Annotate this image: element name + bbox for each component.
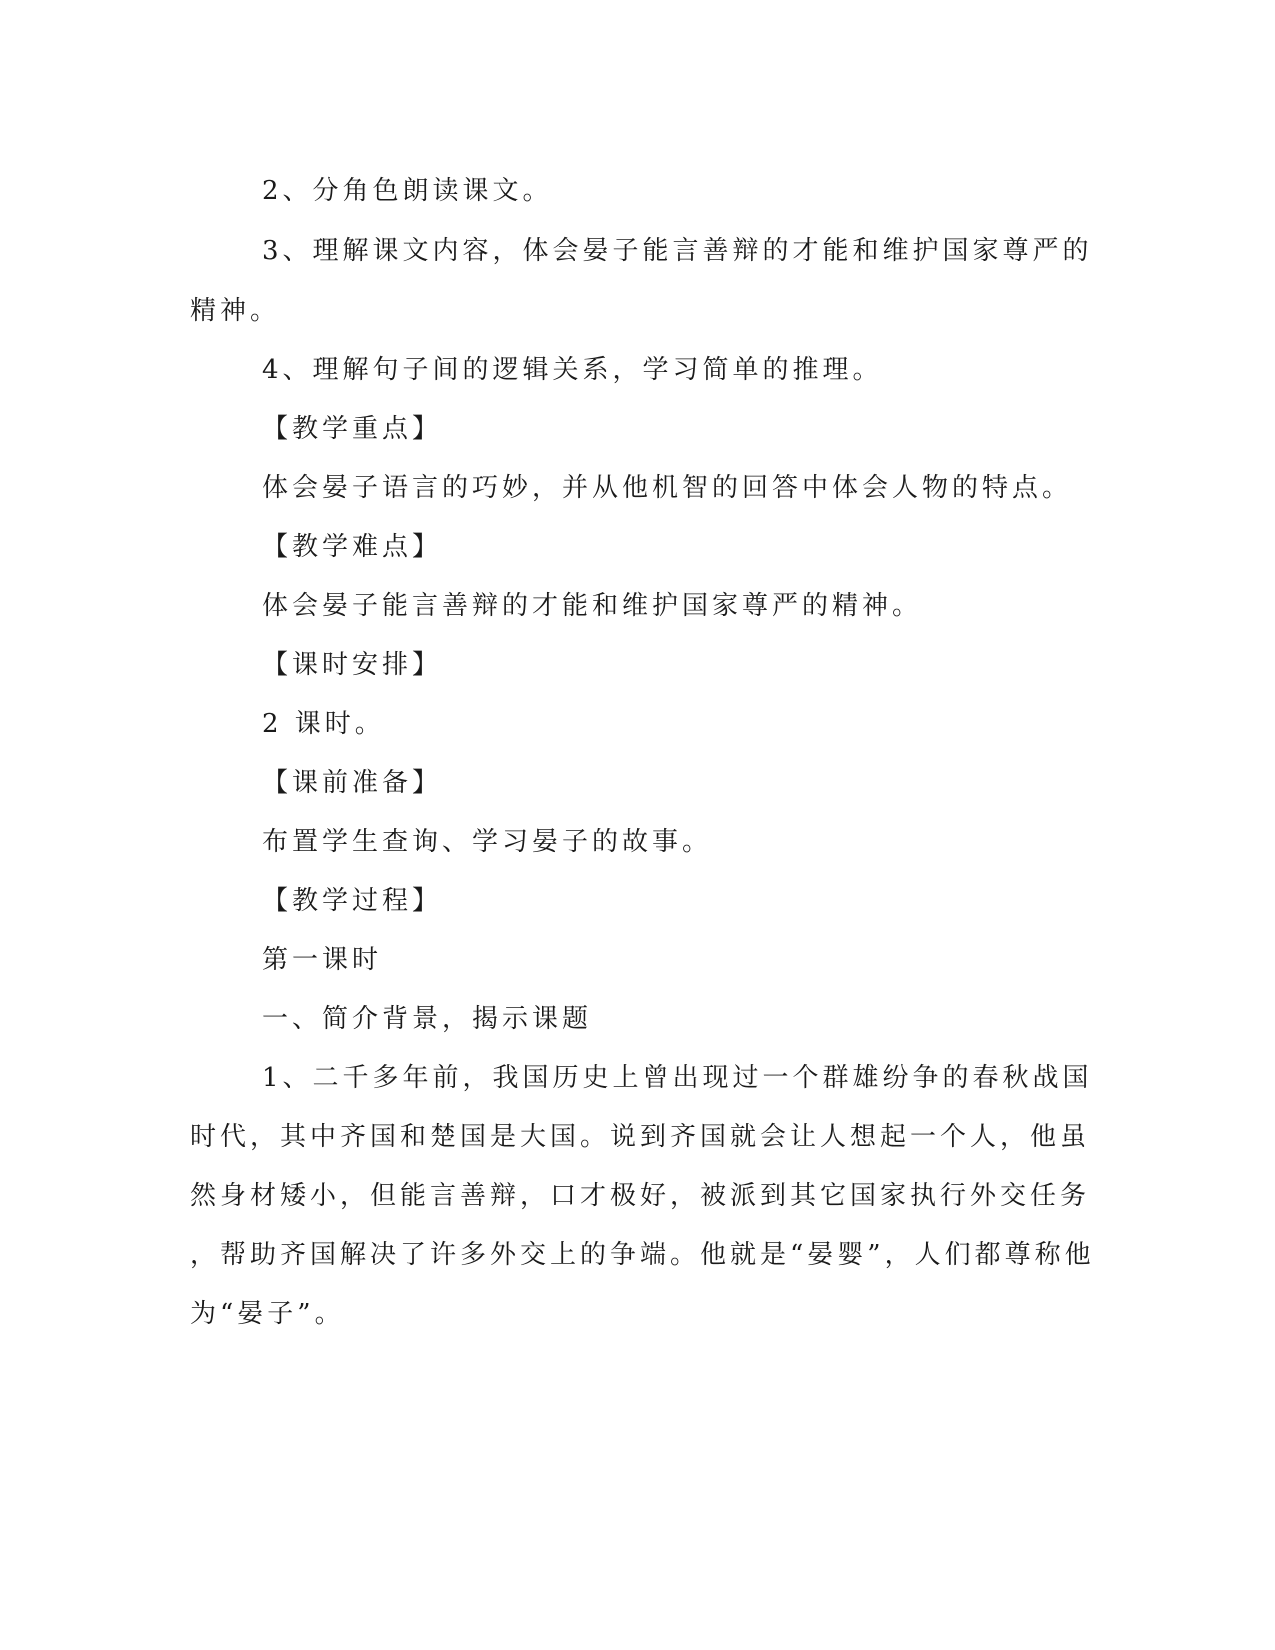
heading-process: 【教学过程】: [262, 886, 443, 916]
difficulties-text: 体会晏子能言善辩的才能和维护国家尊严的精神。: [262, 591, 923, 621]
section-1-title: 一、简介背景，揭示课题: [262, 1004, 593, 1034]
objective-3-line-1: 3、理解课文内容，体会晏子能言善辩的才能和维护国家尊严的: [262, 236, 1093, 266]
objective-4: 4、理解句子间的逻辑关系，学习简单的推理。: [262, 355, 883, 385]
paragraph-line-2: 时代，其中齐国和楚国是大国。说到齐国就会让人想起一个人，他虽: [190, 1122, 1091, 1152]
heading-key-points: 【教学重点】: [262, 414, 443, 444]
schedule-text: 2 课时。: [262, 709, 385, 739]
heading-preparation: 【课前准备】: [262, 768, 443, 798]
preparation-text: 布置学生查询、学习晏子的故事。: [262, 827, 713, 857]
heading-schedule: 【课时安排】: [262, 650, 443, 680]
objective-3-line-2: 精神。: [190, 296, 281, 326]
paragraph-line-1: 1、二千多年前，我国历史上曾出现过一个群雄纷争的春秋战国: [262, 1063, 1093, 1093]
paragraph-line-5: 为“晏子”。: [190, 1299, 345, 1329]
first-lesson-title: 第一课时: [262, 945, 383, 975]
objective-2: 2、分角色朗读课文。: [262, 176, 553, 206]
heading-difficulties: 【教学难点】: [262, 532, 443, 562]
paragraph-line-4: ，帮助齐国解决了许多外交上的争端。他就是“晏婴”，人们都尊称他: [190, 1240, 1095, 1270]
paragraph-line-3: 然身材矮小，但能言善辩，口才极好，被派到其它国家执行外交任务: [190, 1181, 1091, 1211]
key-points-text: 体会晏子语言的巧妙，并从他机智的回答中体会人物的特点。: [262, 473, 1073, 503]
